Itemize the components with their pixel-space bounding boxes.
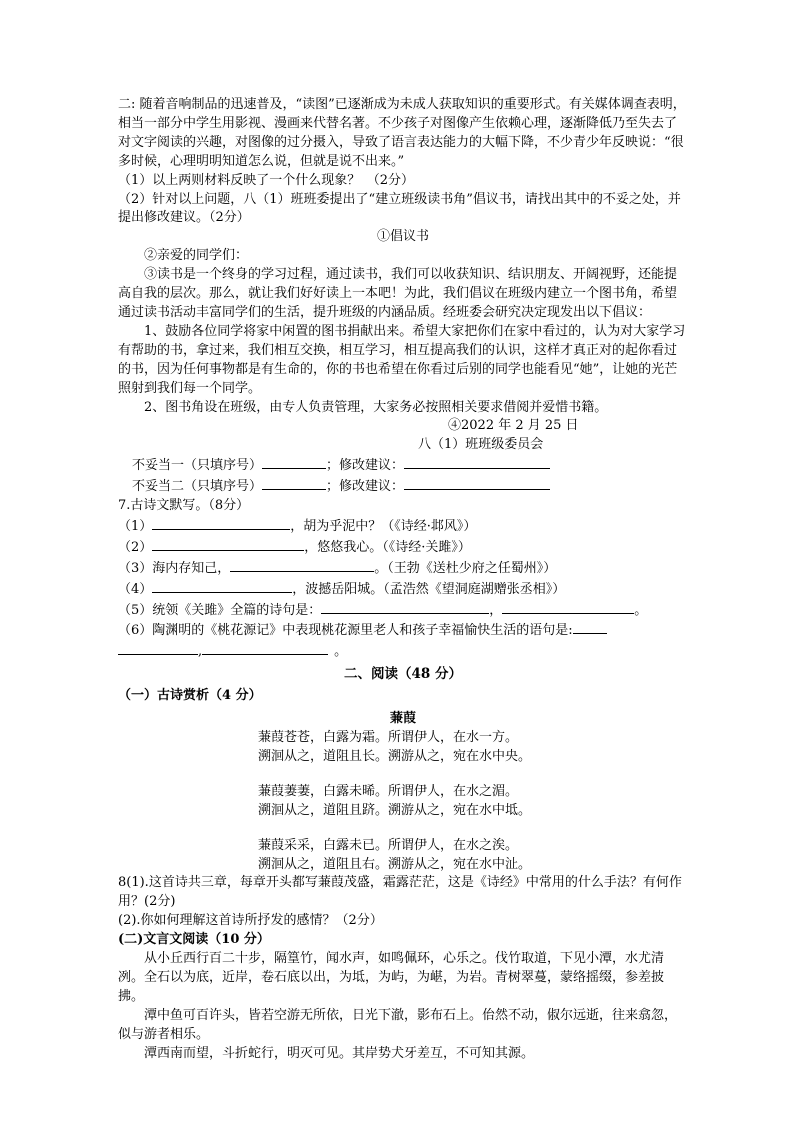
question-6-2: （2）针对以上问题，八（1）班班委提出了“建立班级读书角”倡议书，请找出其中的不妥之处，并提出修改建议。（2分） (118, 191, 681, 226)
letter-paragraph-2: 1、鼓励各位同学将家中闲置的图书捐献出来。希望大家把你们在家中看过的，认为对大家学习有帮助的书，拿过来，我们相互交换，相互学习，相互提高我们的认识，这样才真正对的起你看过的书，因为任何事物都是有生命的，你的书也希望在你看过后别的同学也能看见“她”，让她的光芒照射到我们每一个同学。 (118, 323, 686, 396)
q7-6-suffix: 。 (334, 644, 348, 660)
question-8-1: 8(1).这首诗共三章，每章开头都写蒹葭茂盛，霜露茫茫，这是《诗经》中常用的什么手法？有何作用？(2分) (118, 875, 682, 910)
exam-page (118, 96, 688, 1064)
q7-line-6-continued (118, 641, 688, 662)
poem-body (118, 729, 688, 874)
q7-line-6 (118, 620, 688, 641)
q7-6-comma: , (198, 644, 203, 660)
part-1-heading: （一）古诗赏析（4 分） (118, 688, 262, 704)
q7-5-blank-b[interactable] (502, 600, 634, 614)
q7-line-3 (118, 558, 688, 579)
q7-line-5 (118, 600, 688, 621)
q7-line-1 (118, 516, 688, 537)
q7-2-suffix: ，悠悠我心。（《诗经·关雎》） (304, 539, 471, 555)
q7-5-blank-a[interactable] (321, 600, 489, 614)
poem-line: 蒹葭采采，白露未已。所谓伊人，在水之涘。 (258, 837, 519, 853)
prose-paragraph-3: 潭西南而望，斗折蛇行，明灭可见。其岸势犬牙差互，不可知其源。 (144, 1045, 535, 1061)
q7-line-4 (118, 579, 688, 600)
material-two-paragraph: 二: 随着音响制品的迅速普及，“读图”已逐渐成为未成人获取知识的重要形式。有关媒体调查表明，相当一部分中学生用影视、漫画来代替名著。不少孩子对图像产生依赖心理，逐渐降低乃至失去了对文字阅读的兴趣，对图像的过分摄入，导致了语言表达能力的大幅下降，不少青少年反映说：“很多时候，心理明明知道怎么说，但就是说不出来。” (118, 97, 686, 169)
q7-line-2 (118, 537, 688, 558)
poem-line: 蒹葭萋萋，白露未晞。所谓伊人，在水之湄。 (258, 783, 519, 799)
answer-2-suggest-label: ；修改建议： (326, 479, 405, 495)
poem-line: 溯洄从之，道阻且右。溯游从之，宛在水中沚。 (258, 856, 532, 872)
letter-date: ④2022 年 2 月 25 日 (448, 418, 579, 434)
q7-4-blank[interactable] (152, 579, 292, 593)
answer-1-suggest-blank[interactable] (404, 455, 550, 469)
part-2-heading: (二)文言文阅读（10 分） (118, 932, 270, 948)
q7-5-comma: ， (489, 602, 503, 618)
poem-line: 蒹葭苍苍，白露为霜。所谓伊人，在水一方。 (258, 730, 519, 745)
q7-4-prefix: （4） (118, 581, 153, 597)
letter-paragraph-3: 2、图书角设在班级，由专人负责管理，大家务必按照相关要求借阅并爱惜书籍。 (144, 399, 608, 415)
q7-6-text: （6）陶渊明的《桃花源记》中表现桃花源里老人和孩子幸福愉快生活的语句是: (118, 623, 573, 639)
q7-5-suffix: 。 (634, 602, 648, 618)
answer-line-2 (118, 476, 688, 497)
q7-1-prefix: （1） (118, 518, 153, 534)
q7-2-prefix: （2） (118, 539, 153, 555)
answer-1-suggest-label: ；修改建议： (326, 458, 405, 474)
answer-2-number-blank[interactable] (262, 476, 326, 490)
q7-3-blank[interactable] (230, 558, 374, 572)
q7-6-blank-a[interactable] (573, 620, 607, 634)
answer-2-label: 不妥当二（只填序号） (132, 479, 263, 495)
poem-line: 溯洄从之，道阻且长。溯游从之，宛在水中央。 (258, 748, 532, 764)
prose-paragraph-2: 潭中鱼可百许头，皆若空游无所依，日光下澈，影布石上。佁然不动，俶尔远逝，往来翕忽，似与游者相乐。 (118, 1007, 678, 1042)
letter-title: ①倡议书 (376, 229, 429, 245)
letter-paragraph-1: ③读书是一个终身的学习过程，通过读书，我们可以收获知识、结识朋友、开阔视野，还能提高自我的层次。那么，就让我们好好读上一本吧！为此，我们倡议在班级内建立一个图书角，希望通过读书活动丰富同学们的生活，提升班级的内涵品质。经班委会研究决定现发出以下倡议： (118, 267, 678, 320)
section-2-title: 二、阅读（48 分） (344, 666, 462, 683)
q7-6-blank-c[interactable] (202, 641, 328, 655)
prose-paragraph-1: 从小丘西行百二十步，隔篁竹，闻水声，如鸣佩环，心乐之。伐竹取道，下见小潭，水尤清冽。全石以为底，近岸，卷石底以出，为坻，为屿，为嵁，为岩。青树翠蔓，蒙络摇缀，参差披拂。 (118, 951, 665, 1004)
q7-1-blank[interactable] (152, 516, 290, 530)
answer-line-1 (118, 455, 688, 476)
q7-5-prefix: （5）统领《关雎》全篇的诗句是： (118, 602, 322, 618)
q7-6-blank-b[interactable] (118, 641, 198, 655)
question-6-1: （1）以上两则材料反映了一个什么现象？ （2分） (118, 172, 415, 188)
q7-1-suffix: ，胡为乎泥中？（《诗经·邶风》） (290, 518, 477, 534)
q7-3-prefix: （3）海内存知己， (118, 560, 231, 576)
letter-signer: 八（1）班班级委员会 (418, 437, 544, 453)
q7-4-suffix: ，波撼岳阳城。（孟浩然《望洞庭湖赠张丞相》） (292, 581, 566, 597)
question-8-2: (2).你如何理解这首诗所抒发的感情？（2分） (118, 913, 383, 929)
poem-title: 蒹葭 (389, 711, 416, 727)
answer-1-label: 不妥当一（只填序号） (132, 458, 263, 474)
poem-line: 溯洄从之，道阻且跻。溯游从之，宛在水中坻。 (258, 802, 532, 818)
answer-2-suggest-blank[interactable] (404, 476, 550, 490)
letter-greeting: ②亲爱的同学们： (144, 248, 249, 264)
answer-1-number-blank[interactable] (262, 455, 326, 469)
q7-2-blank[interactable] (152, 537, 304, 551)
q7-3-suffix: 。（王勃《送杜少府之任蜀州》） (374, 560, 557, 576)
question-7-title: 7.古诗文默写。（8分） (118, 498, 250, 514)
